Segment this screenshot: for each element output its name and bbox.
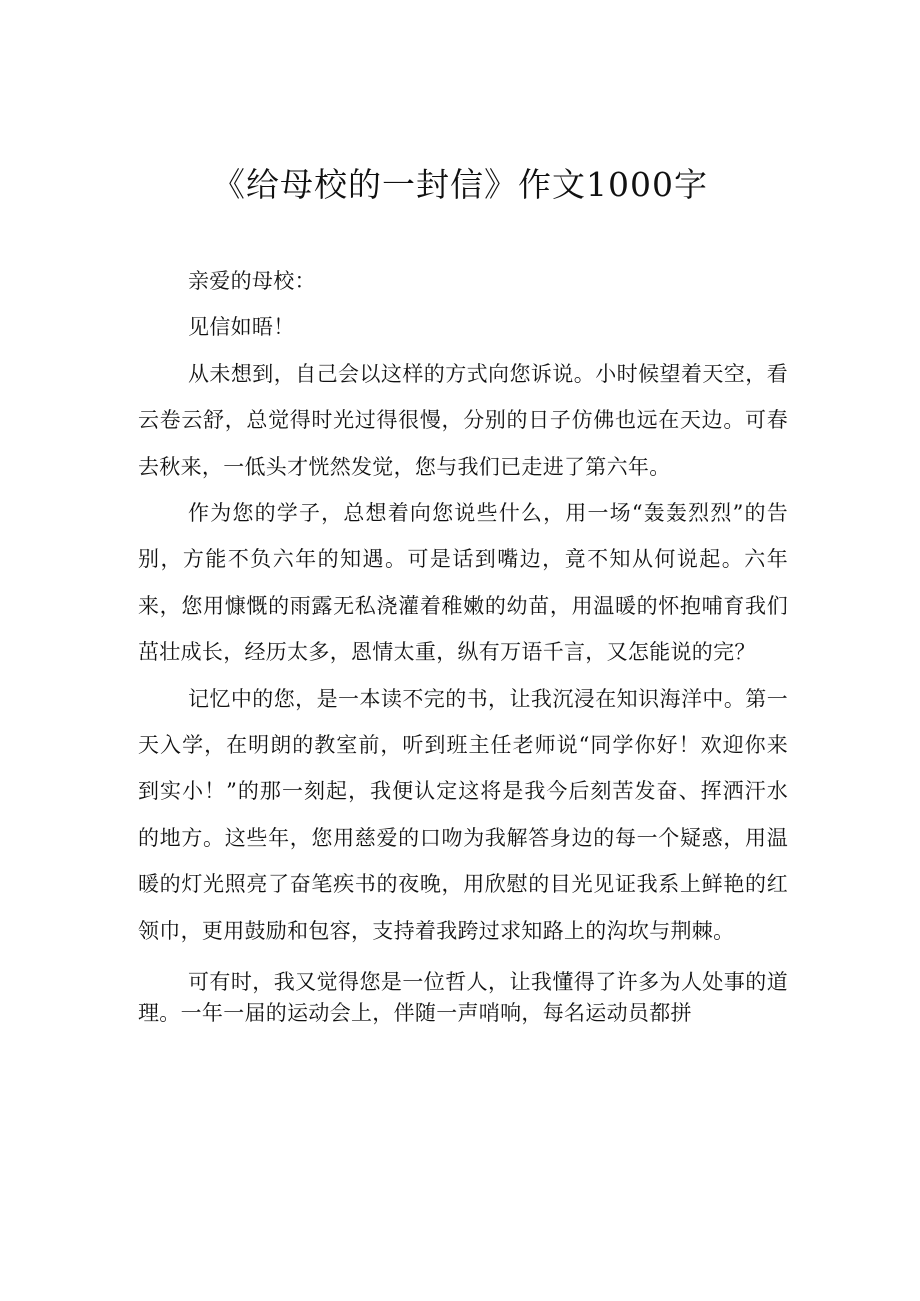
document-body [138, 258, 788, 1029]
salutation: 亲爱的母校： [188, 269, 316, 293]
body-paragraph: 可有时，我又觉得您是一位哲人，让我懂得了许多为人处事的道理。一年一届的运动会上，伴随一声哨响，每名运动员都拼 [138, 970, 788, 1026]
body-paragraph: 从未想到，自己会以这样的方式向您诉说。小时候望着天空，看云卷云舒，总觉得时光过得很慢，分别的日子仿佛也远在天边。可春去秋来，一低头才恍然发觉，您与我们已走进了第六年。 [138, 361, 788, 479]
body-paragraph: 作为您的学子，总想着向您说些什么，用一场“轰轰烈烈”的告别，方能不负六年的知遇。可是话到嘴边，竟不知从何说起。六年来，您用慷慨的雨露无私浇灌着稚嫩的幼苗，用温暖的怀抱哺育我们茁壮成长，经历太多，恩情太重，纵有万语千言，又怎能说的完？ [138, 501, 788, 665]
body-paragraph: 记忆中的您，是一本读不完的书，让我沉浸在知识海洋中。第一天入学，在明朗的教室前，听到班主任老师说“同学你好！欢迎你来到实小！”的那一刻起，我便认定这将是我今后刻苦发奋、挥洒汗水的地方。这些年，您用慈爱的口吻为我解答身边的每一个疑惑，用温暖的灯光照亮了奋笔疾书的夜晚，用欣慰的目光见证我系上鲜艳的红领巾，更用鼓励和包容，支持着我跨过求知路上的沟坎与荆棘。 [138, 686, 788, 943]
greeting-line: 见信如晤！ [188, 315, 295, 340]
document-title: 《给母校的一封信》作文1000字 [212, 165, 708, 204]
